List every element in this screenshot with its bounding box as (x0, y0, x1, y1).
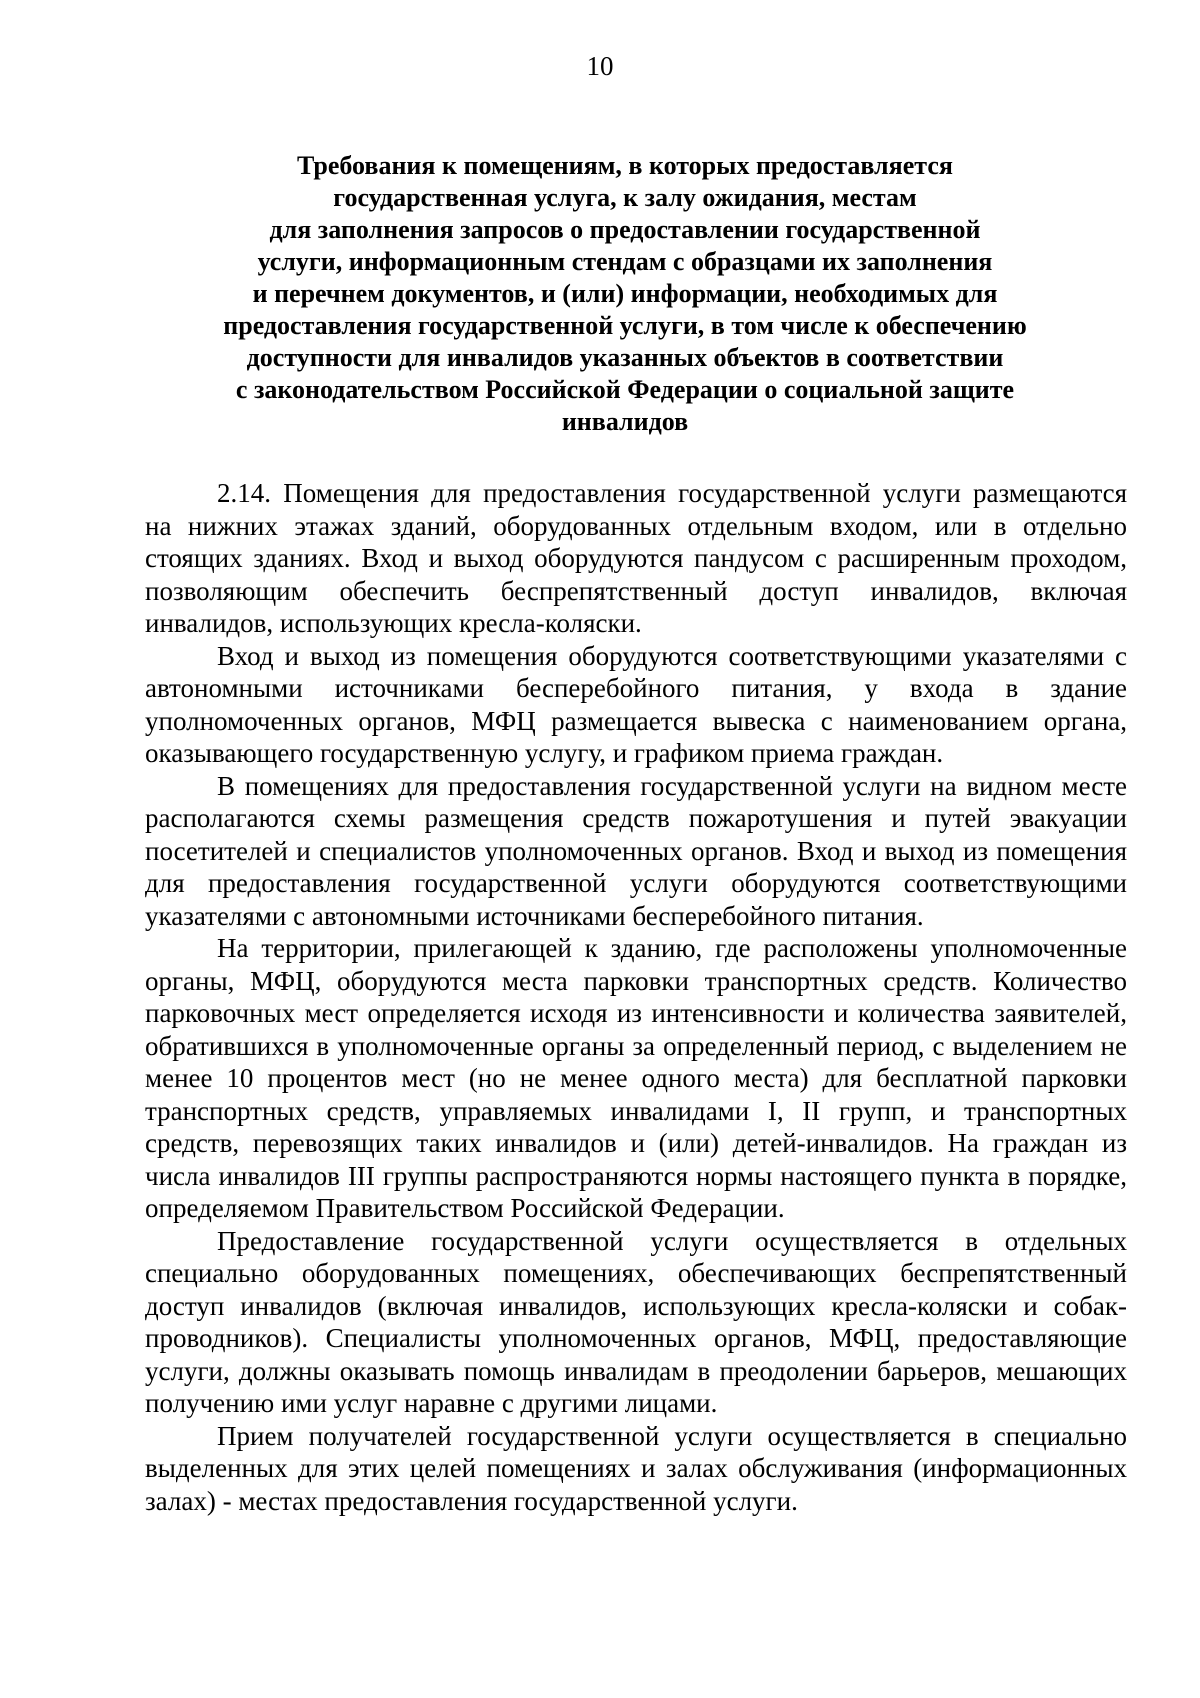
paragraph-accessible-premises: Предоставление государственной услуги осуществляется в отдельных специально оборудованных помещениях, обеспечивающих беспрепятственный доступ инвалидов (включая инвалидов, использующих кресла-коляски и собак-проводников). Специалисты уполномоченных органов, МФЦ, предоставляющие услуги, должны оказывать помощь инвалидам в преодолении барьеров, мешающих получению ими услуг наравне с другими лицами. (145, 1225, 1127, 1418)
paragraph-evacuation-schemes: В помещениях для предоставления государственной услуги на видном месте располагаются схемы размещения средств пожаротушения и путей эвакуации посетителей и специалистов уполномоченных органов. Вход и выход из помещения для предоставления государственной услуги оборудуются соответствующими указателями с автономными источниками бесперебойного питания. (145, 770, 1127, 931)
paragraph-2-14: 2.14. Помещения для предоставления государственной услуги размещаются на нижних этажах зданий, оборудованных отдельным входом, или в отдельно стоящих зданиях. Вход и выход оборудуются пандусом с расширенным проходом, позволяющим обеспечить беспрепятственный доступ инвалидов, включая инвалидов, использующих кресла-коляски. (145, 478, 1127, 638)
paragraph-parking: На территории, прилегающей к зданию, где расположены уполномоченные органы, МФЦ, оборудуются места парковки транспортных средств. Количество парковочных мест определяется исходя из интенсивности и количества заявителей, обратившихся в уполномоченные органы за определенный период, с выделением не менее 10 процентов мест (но не менее одного места) для бесплатной парковки транспортных средств, управляемых инвалидами I, II групп, и транспортных средств, перевозящих таких инвалидов и (или) детей-инвалидов. На граждан из числа инвалидов III группы распространяются нормы настоящего пункта в порядке, определяемом Правительством Российской Федерации. (145, 933, 1127, 1223)
section-heading (180, 150, 1070, 438)
heading-line: доступности для инвалидов указанных объектов в соответствии (246, 343, 1004, 372)
heading-line: для заполнения запросов о предоставлении государственной (269, 215, 981, 244)
heading-line: и перечнем документов, и (или) информации, необходимых для (252, 279, 998, 308)
heading-line: услуги, информационным стендам с образцами их заполнения (257, 247, 993, 276)
document-body (145, 477, 1127, 1517)
heading-line: инвалидов (561, 407, 689, 436)
heading-line: Требования к помещениям, в которых предоставляется (297, 151, 953, 180)
paragraph-reception: Прием получателей государственной услуги осуществляется в специально выделенных для этих целей помещениях и залах обслуживания (информационных залах) - местах предоставления государственной услуги. (145, 1420, 1127, 1516)
heading-line: государственная услуга, к залу ожидания, местам (333, 183, 917, 212)
heading-line: с законодательством Российской Федерации о социальной защите (235, 375, 1015, 404)
heading-line: предоставления государственной услуги, в том числе к обеспечению (223, 311, 1027, 340)
page-number: 10 (586, 51, 614, 81)
paragraph-entrance-signage: Вход и выход из помещения оборудуются соответствующими указателями с автономными источниками бесперебойного питания, у входа в здание уполномоченных органов, МФЦ размещается вывеска с наименованием органа, оказывающего государственную услугу, и графиком приема граждан. (145, 640, 1127, 768)
